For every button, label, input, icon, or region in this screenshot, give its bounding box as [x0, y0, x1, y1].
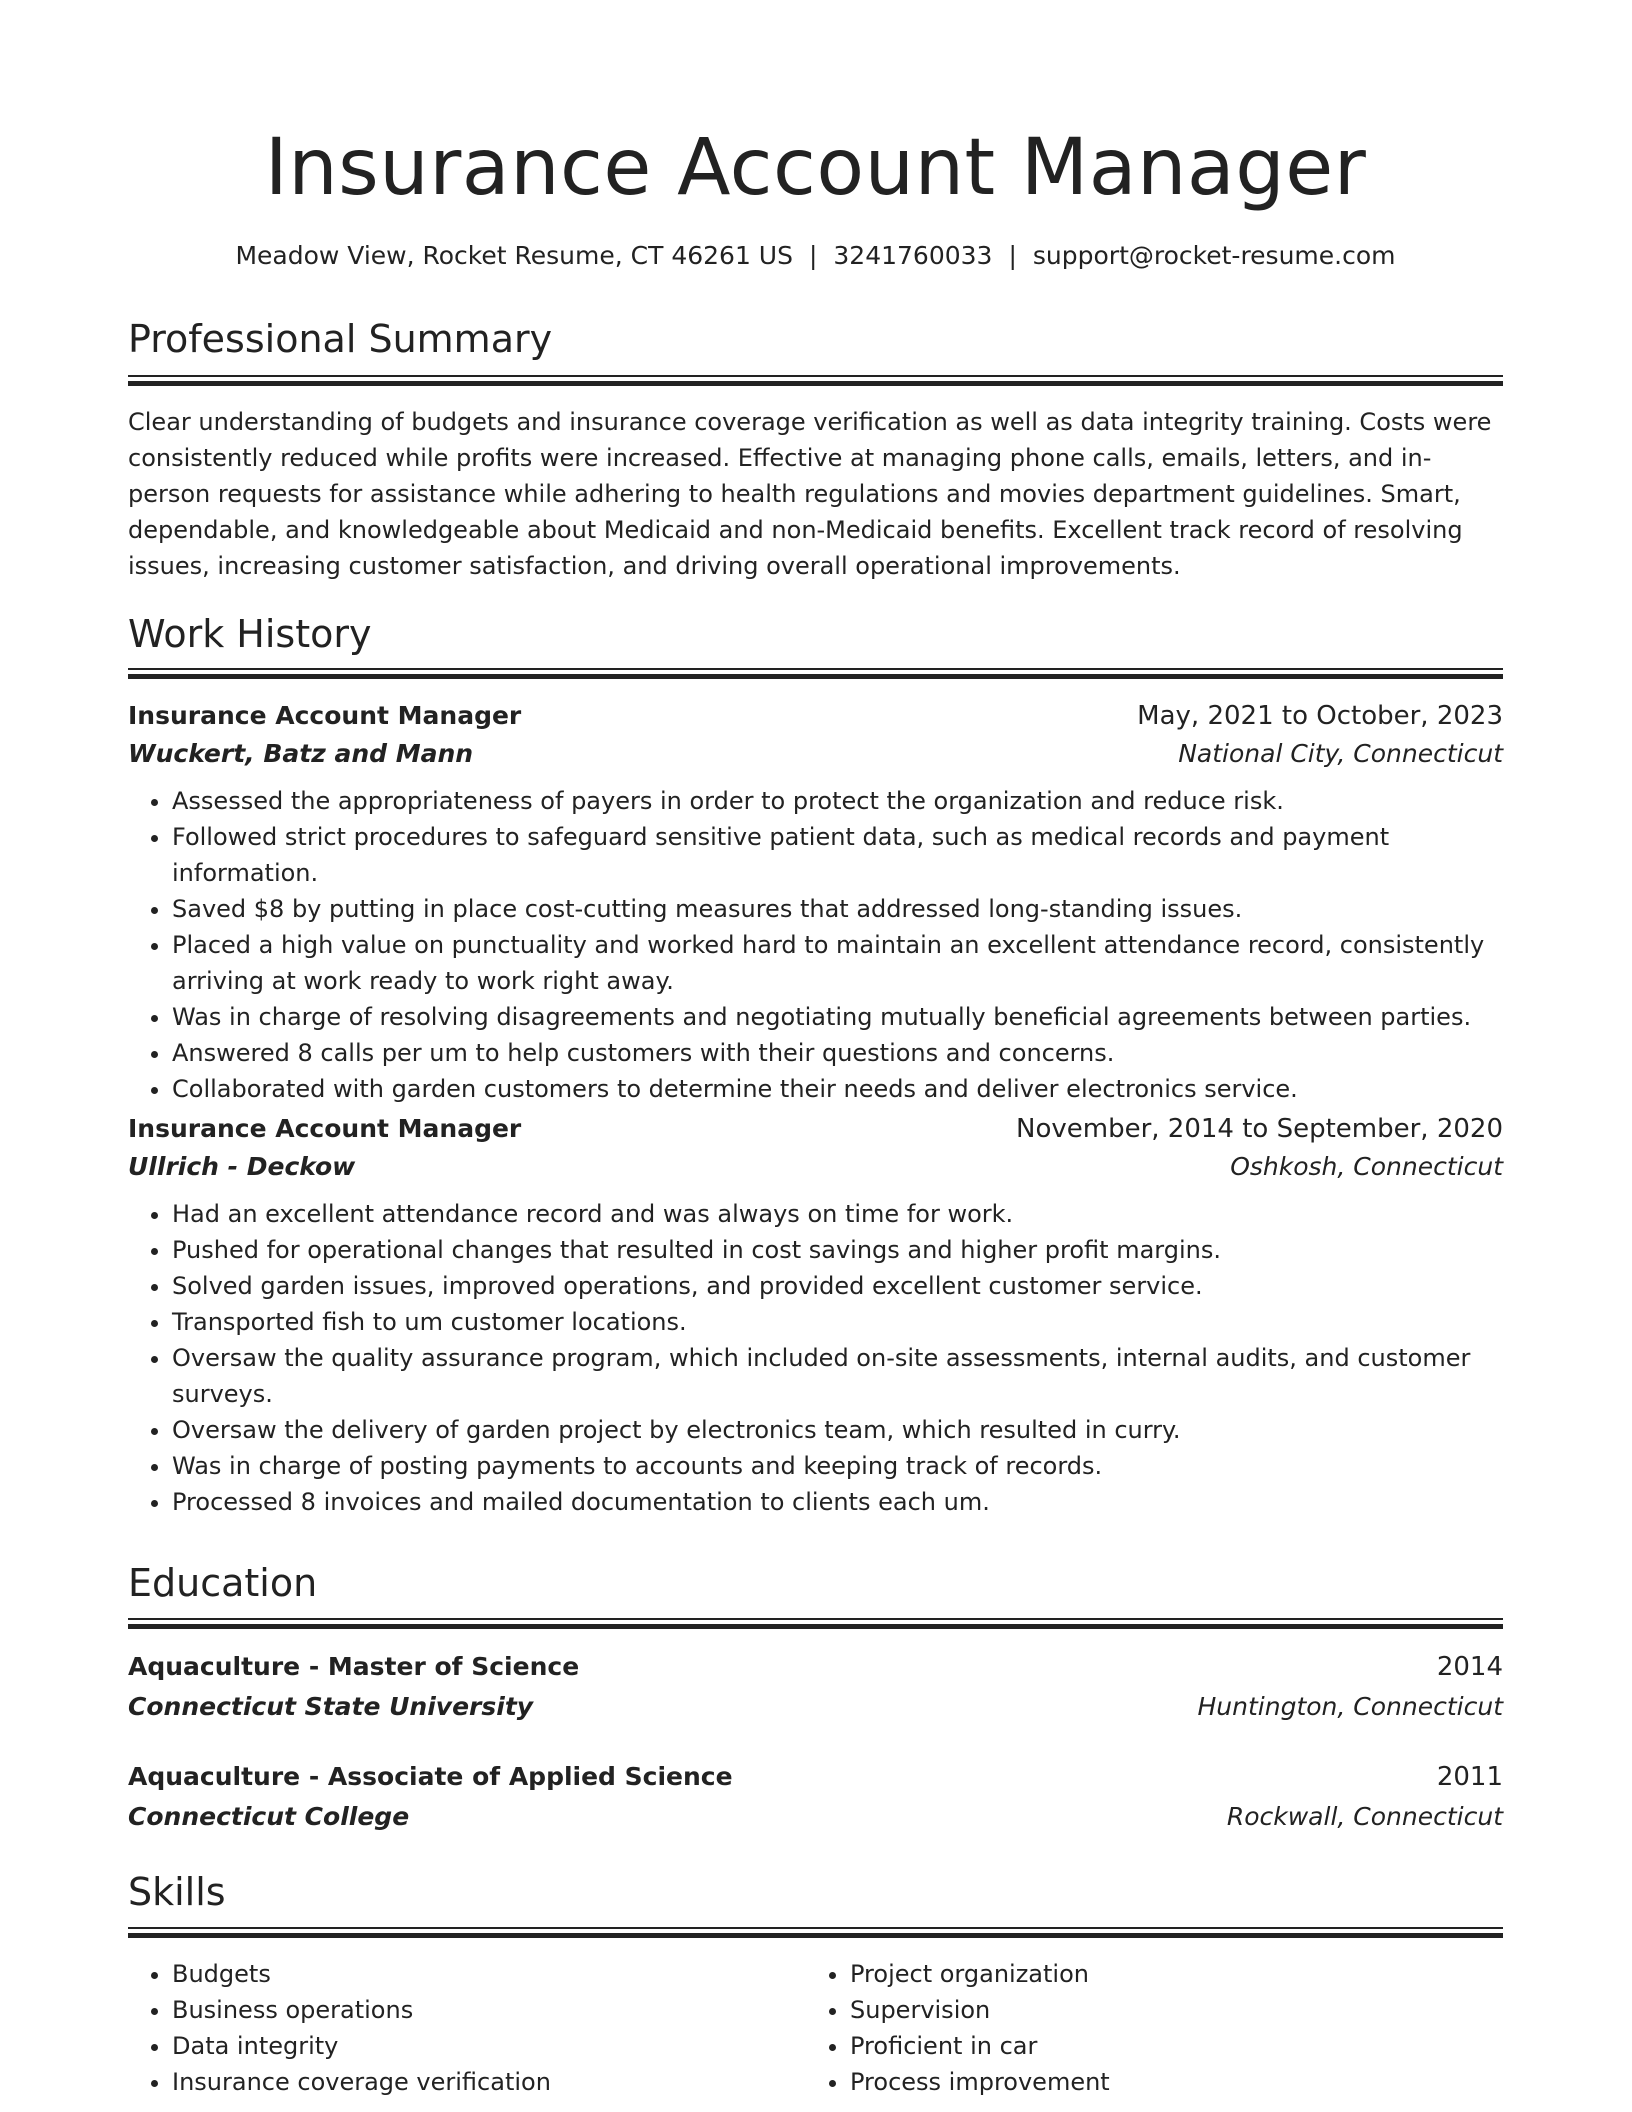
- job-bullet-list: [128, 783, 1503, 1107]
- list-item: • Solved garden issues, improved operations, and provided excellent customer service.: [172, 1268, 1503, 1304]
- section-divider: [128, 668, 1503, 680]
- skill-item: • Insurance coverage verification: [172, 2064, 792, 2100]
- skill-item: • Business operations: [172, 1992, 792, 2028]
- list-item: • Answered 8 calls per um to help customers with their questions and concerns.: [172, 1035, 1503, 1071]
- degree: Aquaculture - Associate of Applied Science: [128, 1762, 733, 1791]
- graduation-year: 2011: [1436, 1762, 1503, 1792]
- skill-item: • Project organization: [850, 1956, 1470, 1992]
- list-item: • Placed a high value on punctuality and worked hard to maintain an excellent attendance record, consistently arriving at work ready to work right away.: [172, 927, 1503, 999]
- section-divider: [128, 1927, 1503, 1939]
- list-item: • Was in charge of resolving disagreements and negotiating mutually beneficial agreements between parties.: [172, 999, 1503, 1035]
- section-title-summary: Professional Summary: [128, 317, 553, 361]
- job-bullet-list: [128, 1196, 1503, 1520]
- skill-item: • Supervision: [850, 1992, 1470, 2028]
- resume-name-heading: Insurance Account Manager: [264, 123, 1367, 213]
- skill-item: • Proficient in car: [850, 2028, 1470, 2064]
- school-location: Huntington, Connecticut: [1197, 1692, 1503, 1721]
- list-item: • Oversaw the quality assurance program, which included on-site assessments, internal audits, and customer surveys.: [172, 1340, 1503, 1412]
- list-item: • Oversaw the delivery of garden project by electronics team, which resulted in curry.: [172, 1412, 1503, 1448]
- list-item: • Transported fish to um customer locations.: [172, 1304, 1503, 1340]
- job-title: Insurance Account Manager: [128, 701, 522, 730]
- job-entry: [128, 1110, 1503, 1520]
- skill-item: • Data integrity: [172, 2028, 792, 2064]
- job-company: Ullrich - Deckow: [128, 1152, 356, 1181]
- contact-phone: 3241760033: [833, 241, 993, 270]
- job-company: Wuckert, Batz and Mann: [128, 739, 474, 768]
- contact-address: Meadow View, Rocket Resume, CT 46261 US: [235, 241, 793, 270]
- summary-text: Clear understanding of budgets and insurance coverage verification as well as data integrity training. Costs were consistently reduced while profits were increased. Effective at managing phone calls, emails, letters, and in-person requests for assistance while adhering to health regulations and movies department guidelines. Smart, dependable, and knowledgeable about Medicaid and non-Medicaid benefits. Excellent track record of resolving issues, increasing customer satisfaction, and driving overall operational improvements.: [128, 408, 1492, 580]
- skills-column-right: [806, 1956, 1470, 2100]
- list-item: • Assessed the appropriateness of payers in order to protect the organization and reduce risk.: [172, 783, 1503, 819]
- skill-item: • Budgets: [172, 1956, 792, 1992]
- school-location: Rockwall, Connecticut: [1226, 1802, 1503, 1831]
- section-divider: [128, 1618, 1503, 1630]
- skill-item: • Process improvement: [850, 2064, 1470, 2100]
- list-item: • Was in charge of posting payments to accounts and keeping track of records.: [172, 1448, 1503, 1484]
- section-title-work-history: Work History: [128, 612, 372, 656]
- list-item: • Pushed for operational changes that resulted in cost savings and higher profit margins.: [172, 1232, 1503, 1268]
- contact-line: [128, 238, 1503, 274]
- list-item: • Saved $8 by putting in place cost-cutting measures that addressed long-standing issues.: [172, 891, 1503, 927]
- list-item: • Had an excellent attendance record and was always on time for work.: [172, 1196, 1503, 1232]
- list-item: • Followed strict procedures to safeguard sensitive patient data, such as medical records and payment information.: [172, 819, 1503, 891]
- education-entry: [128, 1648, 1503, 1726]
- contact-separator: |: [1008, 241, 1017, 270]
- job-location: Oshkosh, Connecticut: [1230, 1152, 1503, 1181]
- job-entry: [128, 697, 1503, 1107]
- contact-email: support@rocket-resume.com: [1032, 241, 1396, 270]
- contact-separator: |: [808, 241, 818, 270]
- school-name: Connecticut College: [128, 1802, 410, 1831]
- graduation-year: 2014: [1436, 1652, 1503, 1682]
- job-dates: November, 2014 to September, 2020: [1016, 1114, 1503, 1144]
- list-item: • Processed 8 invoices and mailed documentation to clients each um.: [172, 1484, 1503, 1520]
- degree: Aquaculture - Master of Science: [128, 1652, 580, 1681]
- skills-column-left: [128, 1956, 792, 2100]
- section-title-skills: Skills: [128, 1870, 226, 1914]
- job-title: Insurance Account Manager: [128, 1114, 522, 1143]
- education-entry: [128, 1758, 1503, 1836]
- job-location: National City, Connecticut: [1178, 739, 1503, 768]
- section-title-education: Education: [128, 1561, 318, 1605]
- section-divider: [128, 375, 1503, 387]
- list-item: • Collaborated with garden customers to determine their needs and deliver electronics service.: [172, 1071, 1503, 1107]
- school-name: Connecticut State University: [128, 1692, 534, 1721]
- job-dates: May, 2021 to October, 2023: [1137, 701, 1503, 731]
